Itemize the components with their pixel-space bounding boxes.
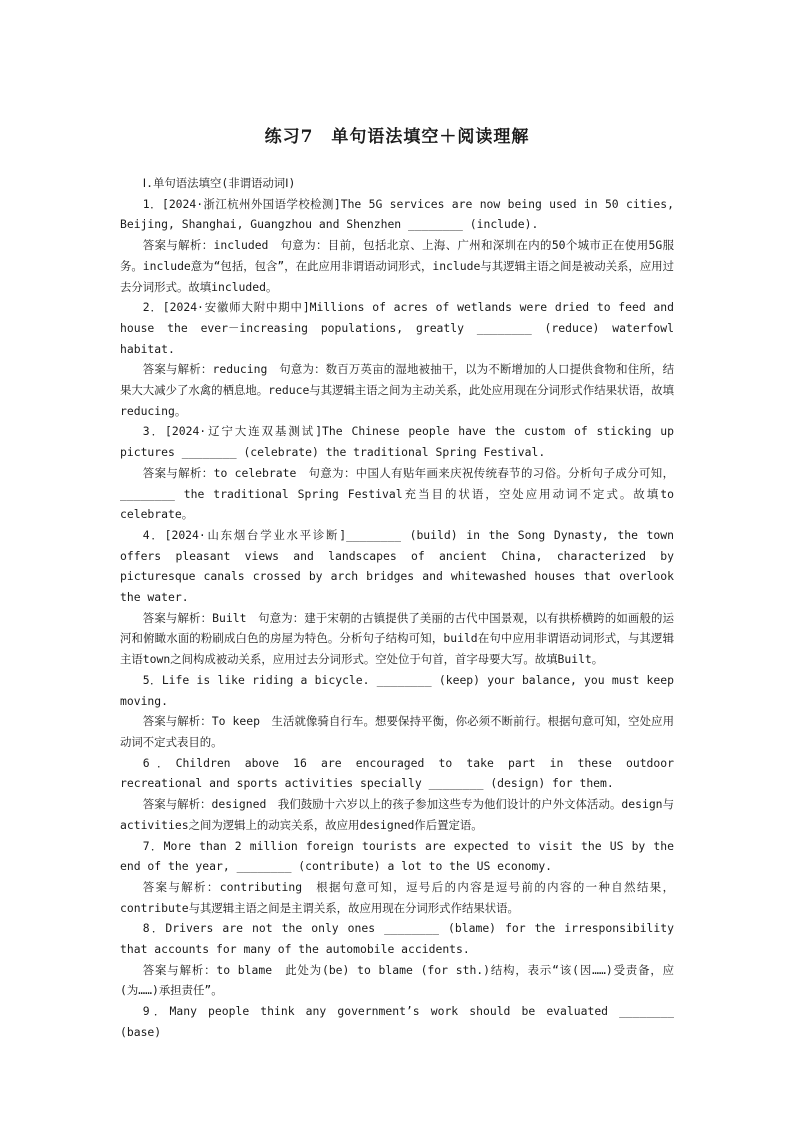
answer-8: 答案与解析：to blame 此处为(be) to blame (for sth.)结构，表示“该(因……)受责备，应(为……)承担责任”。 <box>120 962 674 998</box>
question-7: 7．More than 2 million foreign tourists are expected to visit the US by the end of the year, ________ (contribute) a lot to the US economy. <box>120 838 674 874</box>
question-8: 8．Drivers are not the only ones ________ (blame) for the irresponsibility that accounts for many of the automobile accidents. <box>120 921 674 957</box>
question-4: 4．[2024·山东烟台学业水平诊断]________ (build) in the Song Dynasty, the town offers pleasant views and landscapes of ancient China, characterized by picturesque canals crossed by arch bridges and whitewashed houses that overlook the water. <box>120 527 674 605</box>
section-heading: Ⅰ.单句语法填空(非谓语动词Ⅰ) <box>142 176 296 190</box>
answer-2: 答案与解析：reducing 句意为：数百万英亩的湿地被抽干，以为不断增加的人口提供食物和住所，结果大大减少了水禽的栖息地。reduce与其逻辑主语之间为主动关系，此处应用现在分词形式作结果状语，故填reducing。 <box>120 362 674 418</box>
exercise-body <box>120 173 674 1043</box>
question-5: 5．Life is like riding a bicycle. ________ (keep) your balance, you must keep moving. <box>120 672 674 708</box>
question-1: 1．[2024·浙江杭州外国语学校检测]The 5G services are now being used in 50 cities, Beijing, Shanghai, Guangzhou and Shenzhen ________ (include). <box>120 196 674 232</box>
page-title: 练习7 单句语法填空＋阅读理解 <box>264 127 530 147</box>
answer-5: 答案与解析：To keep 生活就像骑自行车。想要保持平衡，你必须不断前行。根据句意可知，空处应用动词不定式表目的。 <box>120 714 674 749</box>
question-6: 6．Children above 16 are encouraged to take part in these outdoor recreational and sports activities specially ________ (design) for them. <box>120 755 674 791</box>
answer-6: 答案与解析：designed 我们鼓励十六岁以上的孩子参加这些专为他们设计的户外文体活动。design与activities之间为逻辑上的动宾关系，故应用designed作后置定语。 <box>120 797 674 832</box>
answer-4: 答案与解析：Built 句意为：建于宋朝的古镇提供了美丽的古代中国景观，以有拱桥横跨的如画般的运河和俯瞰水面的粉刷成白色的房屋为特色。分析句子结构可知，build在句中应用非谓语动词形式，与其逻辑主语town之间构成被动关系，应用过去分词形式。空处位于句首，首字母要大写。故填Built。 <box>120 610 674 667</box>
question-9: 9．Many people think any government’s work should be evaluated ________ (base) <box>120 1004 674 1039</box>
answer-3: 答案与解析：to celebrate 句意为：中国人有贴年画来庆祝传统春节的习俗。分析句子成分可知，________ the traditional Spring Festival充当目的状语，空处应用动词不定式。故填to celebrate。 <box>120 465 674 522</box>
answer-1: 答案与解析：included 句意为：目前，包括北京、上海、广州和深圳在内的50个城市正在使用5G服务。include意为“包括，包含”，在此应用非谓语动词形式，include与其逻辑主语之间是被动关系，应用过去分词形式。故填included。 <box>120 238 674 294</box>
question-3: 3．[2024·辽宁大连双基测试]The Chinese people have the custom of sticking up pictures ________ (celebrate) the traditional Spring Festival. <box>120 424 674 460</box>
question-2: 2．[2024·安徽师大附中期中]Millions of acres of wetlands were dried to feed and house the ever－increasing populations, greatly ________ (reduce) waterfowl habitat. <box>120 300 674 356</box>
answer-7: 答案与解析：contributing 根据句意可知，逗号后的内容是逗号前的内容的一种自然结果，contribute与其逻辑主语之间是主谓关系，故应用现在分词形式作结果状语。 <box>120 879 674 915</box>
